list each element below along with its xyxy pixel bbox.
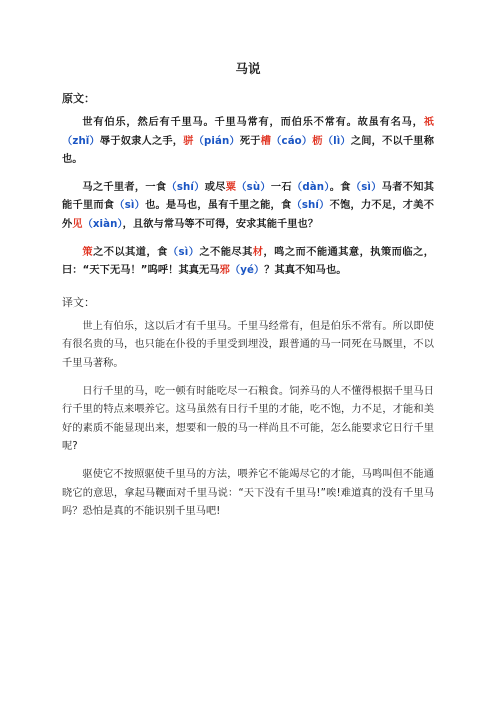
pinyin-annotation: （pián） bbox=[193, 135, 240, 147]
pinyin-annotation: （xiàn） bbox=[82, 218, 123, 230]
pinyin-annotation: （sì） bbox=[350, 181, 382, 193]
highlighted-character: 见 bbox=[72, 218, 83, 230]
pinyin-annotation: （lì） bbox=[322, 135, 351, 147]
pinyin-annotation: （sì） bbox=[167, 246, 200, 258]
translation-paragraph-2: 日行千里的马，吃一顿有时能吃尽一石粮食。饲养马的人不懂得根据千里马日行千里的特点来喂养它。这马虽然有日行千里的才能，吃不饱，力不足，才能和美好的素质不能显现出来，想要和一般的马一样尚且不可能，怎么能要求它日行千里呢? bbox=[62, 385, 434, 453]
highlighted-character: 粟 bbox=[225, 181, 237, 193]
pinyin-annotation: （dàn） bbox=[291, 181, 330, 193]
pinyin-annotation: （shí） bbox=[166, 181, 205, 193]
translation-paragraph-3: 驱使它不按照驱使千里马的方法，喂养它不能竭尽它的才能，马鸣叫但不能通晓它的意思，拿起马鞭面对千里马说：“天下没有千里马!”唉!难道真的没有千里马吗？恐怕是真的不能识别千里马吧! bbox=[62, 468, 434, 518]
highlighted-character: 邪 bbox=[219, 265, 230, 277]
original-label: 原文： bbox=[62, 92, 95, 105]
text-segment: 之不以其道，食 bbox=[93, 246, 168, 258]
translation-paragraph-1: 世上有伯乐，这以后才有千里马。千里马经常有，但是伯乐不常有。所以即使有很名贵的马，也只能在仆役的手里受到埋没，跟普通的马一同死在马厩里，不以千里马著称。 bbox=[62, 320, 434, 369]
text-segment: ，且欲与常马等不可得，安求其能千里也？ bbox=[122, 218, 319, 230]
text-segment: 一石 bbox=[270, 181, 292, 193]
text-segment: 马者不知其能千里而食 bbox=[62, 181, 434, 212]
pinyin-annotation: （yé） bbox=[229, 265, 265, 277]
original-paragraph-3 bbox=[62, 244, 434, 281]
original-paragraph-1 bbox=[62, 114, 434, 170]
highlighted-character: 骈 bbox=[183, 135, 194, 147]
text-segment: 死于 bbox=[239, 135, 261, 147]
text-segment: 马之千里者，一食 bbox=[82, 181, 167, 193]
text-segment: 之不能尽其 bbox=[199, 246, 253, 258]
text-segment: 也。是马也，虽有千里之能，食 bbox=[145, 200, 292, 212]
translation-section bbox=[62, 294, 434, 522]
highlighted-character: 材 bbox=[252, 246, 264, 258]
highlighted-character: 枥 bbox=[312, 135, 323, 147]
pinyin-annotation: （sù） bbox=[236, 181, 271, 193]
pinyin-annotation: （zhǐ） bbox=[62, 135, 100, 147]
text-segment: 。食 bbox=[329, 181, 351, 193]
highlighted-character: 槽 bbox=[260, 135, 272, 147]
highlighted-character: 策 bbox=[82, 246, 94, 258]
text-segment: ？其真不知马也。 bbox=[264, 265, 347, 277]
document-page bbox=[62, 60, 434, 531]
text-segment: 之间，不以千里称也。 bbox=[62, 135, 434, 166]
text-segment: 不饱，力不足，才美不外 bbox=[62, 200, 434, 230]
highlighted-character: 祇 bbox=[423, 117, 434, 128]
text-segment: 或尽 bbox=[204, 181, 226, 193]
pinyin-annotation: （shí） bbox=[291, 200, 330, 212]
pinyin-annotation: （sì） bbox=[114, 200, 146, 212]
pinyin-annotation: （cáo） bbox=[271, 135, 313, 147]
original-paragraph-2 bbox=[62, 179, 434, 235]
original-text-section bbox=[62, 90, 434, 281]
text-segment: ，鸣之而不能通其意，执策而临之，曰：“天下无马！”呜呼！其真无马 bbox=[62, 246, 434, 277]
text-segment: 世有伯乐，然后有千里马。千里马常有，而伯乐不常有。故虽有名马， bbox=[82, 117, 424, 128]
text-segment: 辱于奴隶人之手， bbox=[99, 135, 184, 147]
translation-label: 译文： bbox=[62, 295, 95, 309]
document-title: 马说 bbox=[235, 61, 261, 76]
